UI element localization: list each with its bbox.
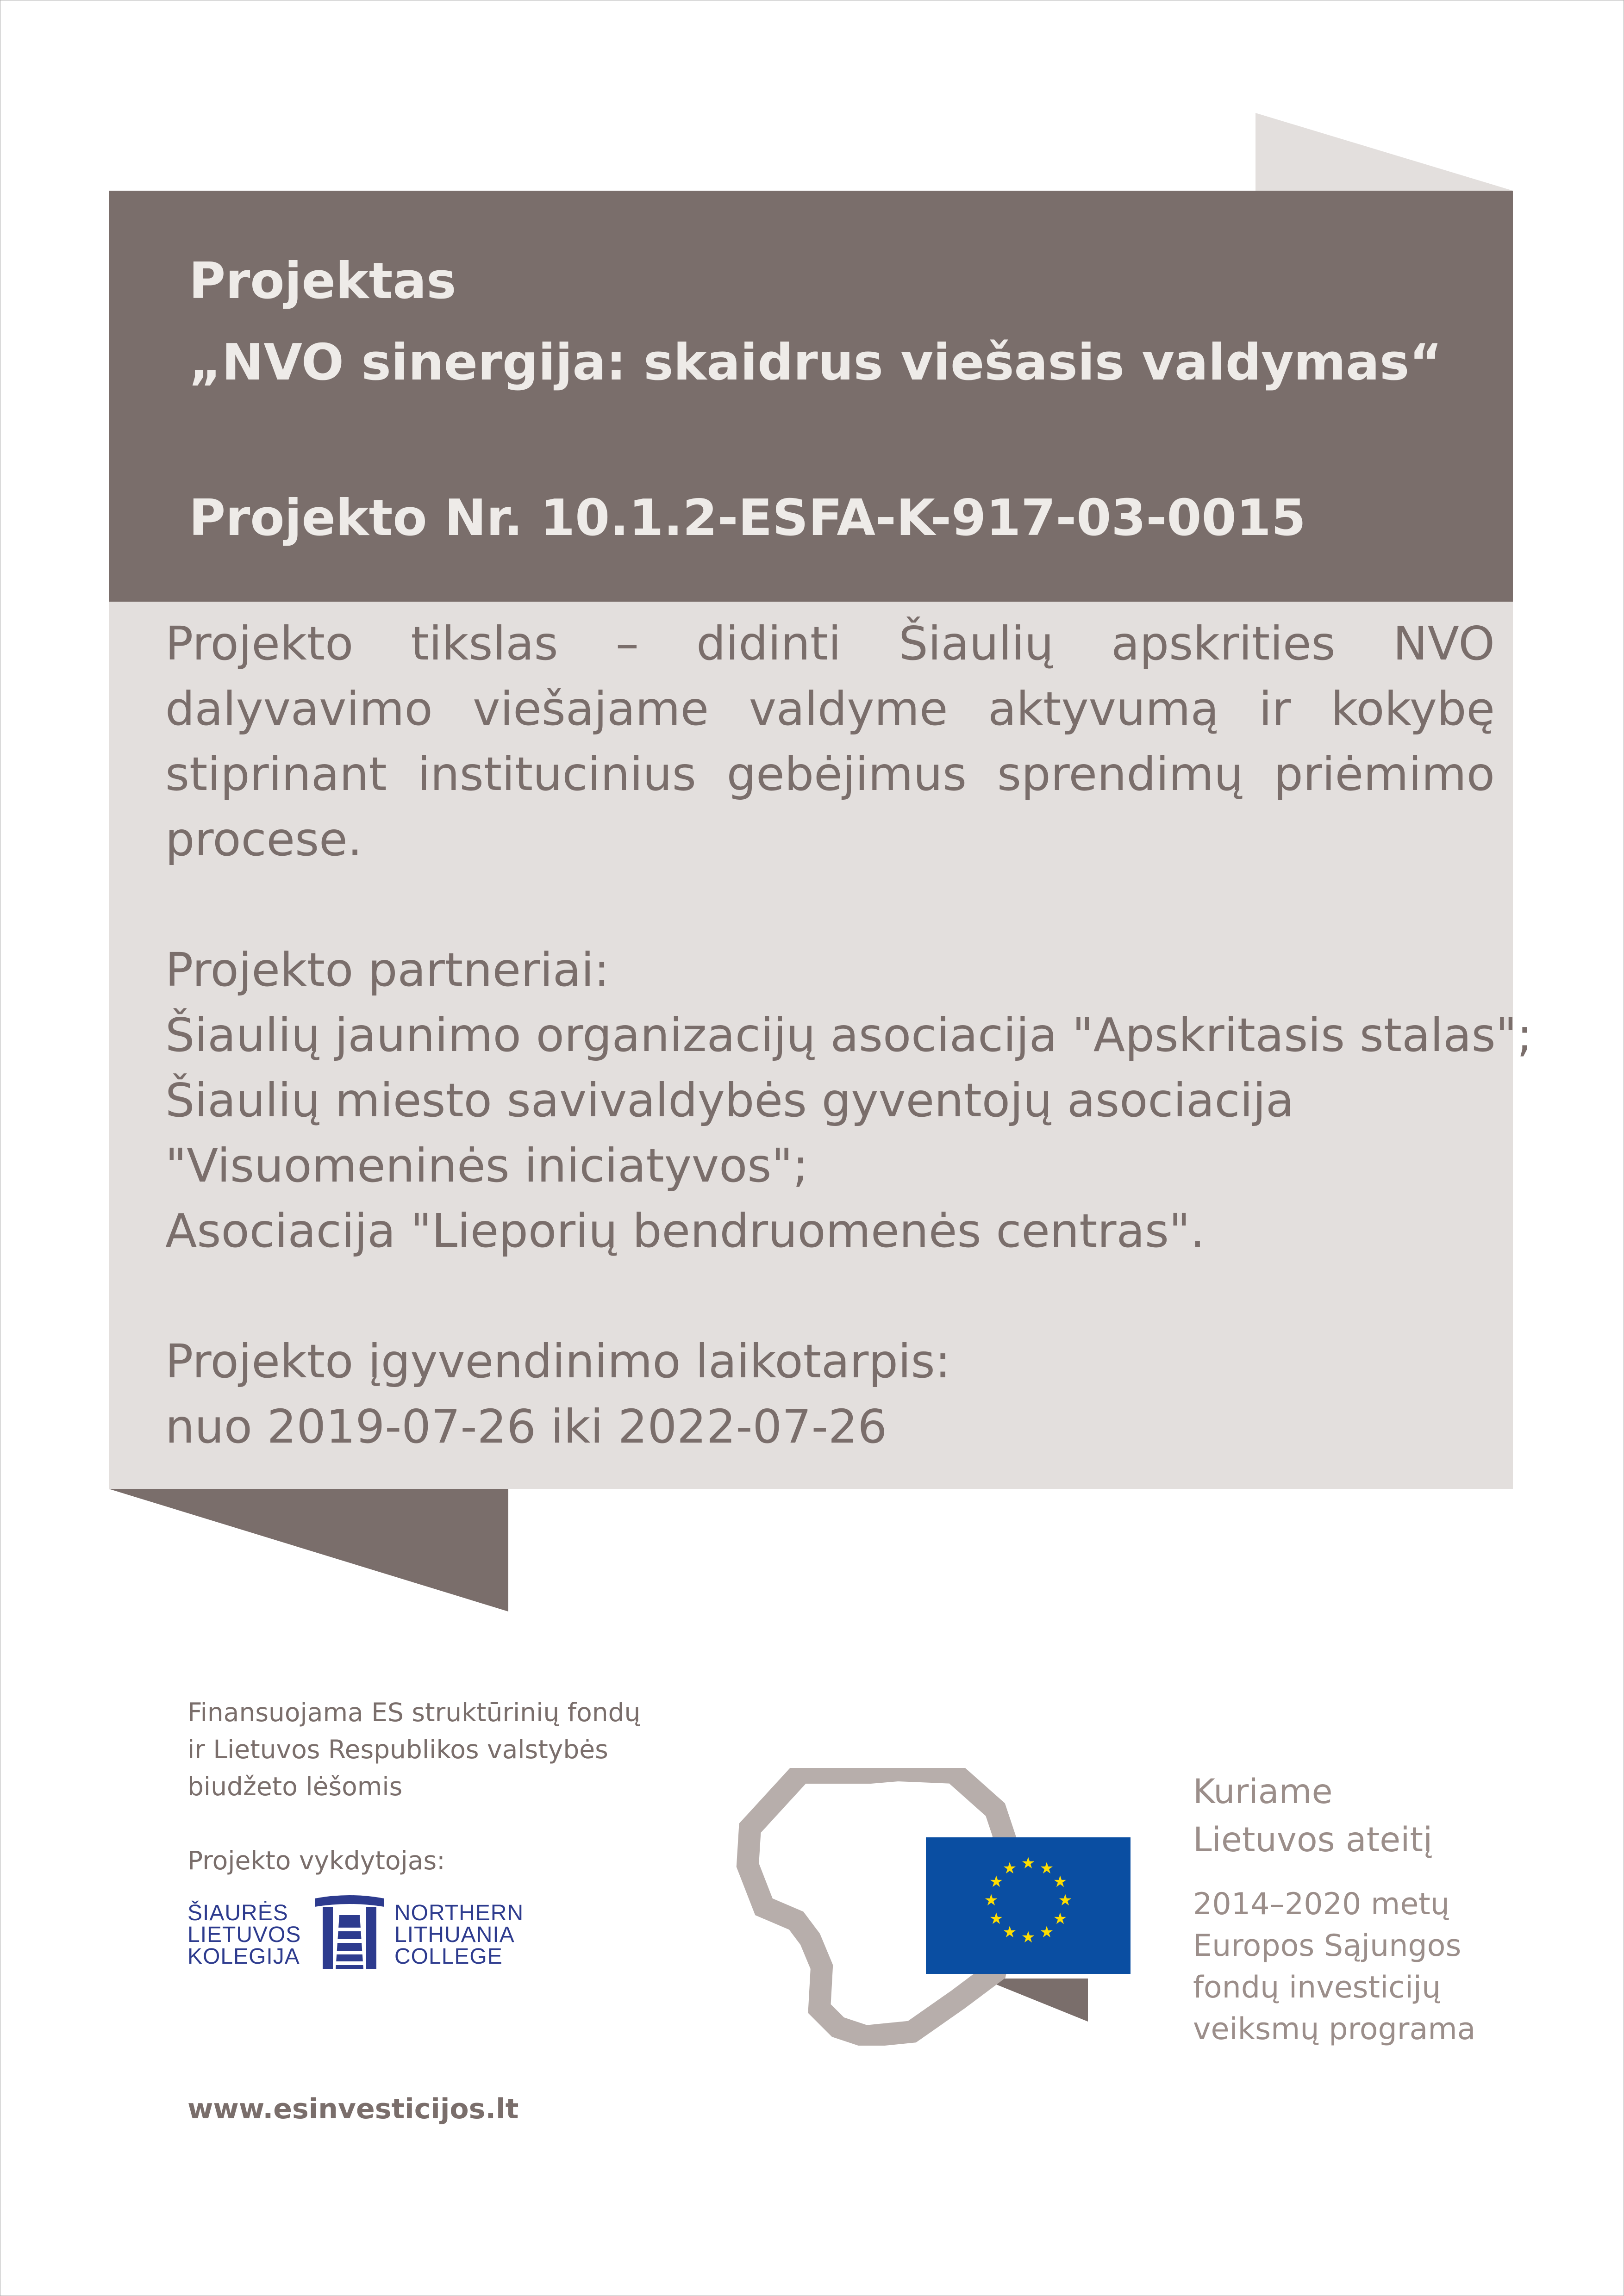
svg-text:★: ★ — [989, 1873, 1004, 1891]
lithuania-map-eu-flag-icon — [736, 1768, 1143, 2046]
svg-text:★: ★ — [1021, 1928, 1036, 1947]
svg-text:★: ★ — [989, 1910, 1004, 1928]
college-name-lt: ŠIAURĖS LIETUVOS KOLEGIJA — [187, 1901, 301, 1969]
period-value: nuo 2019-07-26 iki 2022-07-26 — [165, 1400, 887, 1454]
svg-text:★: ★ — [984, 1891, 999, 1910]
college-name-en: NORTHERN LITHUANIA COLLEGE — [394, 1901, 524, 1969]
period-title: Projekto įgyvendinimo laikotarpis: — [165, 1334, 951, 1388]
website-link[interactable]: www.esinvesticijos.lt — [187, 2093, 519, 2125]
header-title-line1: Projektas — [189, 252, 456, 310]
svg-text:★: ★ — [1021, 1854, 1036, 1873]
svg-text:★: ★ — [1002, 1923, 1017, 1941]
goal-line: institucinius gebėjimus sprendimų priėmimo procese. — [165, 747, 1495, 866]
program-name — [1193, 1884, 1476, 2050]
college-logo — [187, 1893, 524, 1979]
partner-line: Asociacija "Lieporių bendruomenės centras". — [165, 1204, 1205, 1258]
header — [189, 241, 1442, 559]
partners-title: Projekto partneriai: — [165, 943, 610, 997]
svg-text:★: ★ — [1058, 1891, 1073, 1910]
goal-line: viešajame valdyme aktyvumą ir kokybę stiprinant — [165, 682, 1495, 801]
header-title-line2: „NVO sinergija: skaidrus viešasis valdymas“ — [189, 334, 1443, 392]
partner-line: Šiaulių jaunimo organizacijų asociacija "Apskritasis stalas"; — [165, 1008, 1533, 1062]
goal-line: Projekto tikslas – didinti Šiaulių apskrities NVO dalyvavimo — [165, 616, 1495, 736]
partner-line: "Visuomeninės iniciatyvos"; — [165, 1139, 809, 1193]
svg-text:★: ★ — [1002, 1859, 1017, 1878]
program-line: Europos Sąjungos — [1193, 1929, 1462, 1963]
project-description — [165, 611, 1533, 1459]
college-gate-icon — [312, 1893, 387, 1974]
executor-label: Projekto vykdytojas: — [187, 1846, 445, 1875]
partner-line: Šiaulių miesto savivaldybės gyventojų asociacija — [165, 1073, 1294, 1127]
flag-shadow — [981, 1979, 1088, 2022]
funding-line: biudžeto lėšomis — [187, 1772, 403, 1801]
program-line: 2014–2020 metų — [1193, 1887, 1449, 1922]
slogan — [1193, 1768, 1432, 1864]
ribbon-top-fold — [1255, 113, 1513, 191]
program-line: veiksmų programa — [1193, 2012, 1476, 2047]
svg-text:★: ★ — [1053, 1873, 1068, 1891]
slogan-line: Kuriame — [1193, 1772, 1333, 1811]
funding-line: Finansuojama ES struktūrinių fondų — [187, 1698, 641, 1727]
ribbon-bottom-fold — [109, 1489, 508, 1612]
svg-text:★: ★ — [1053, 1910, 1068, 1928]
svg-text:★: ★ — [1039, 1859, 1054, 1878]
project-number: Projekto Nr. 10.1.2-ESFA-K-917-03-0015 — [189, 489, 1306, 547]
slogan-line: Lietuvos ateitį — [1193, 1820, 1433, 1860]
svg-text:★: ★ — [1039, 1923, 1054, 1941]
program-line: fondų investicijų — [1193, 1970, 1441, 2005]
funding-line: ir Lietuvos Respublikos valstybės — [187, 1735, 608, 1764]
project-goal — [165, 611, 1495, 872]
funding-note — [187, 1694, 640, 1805]
